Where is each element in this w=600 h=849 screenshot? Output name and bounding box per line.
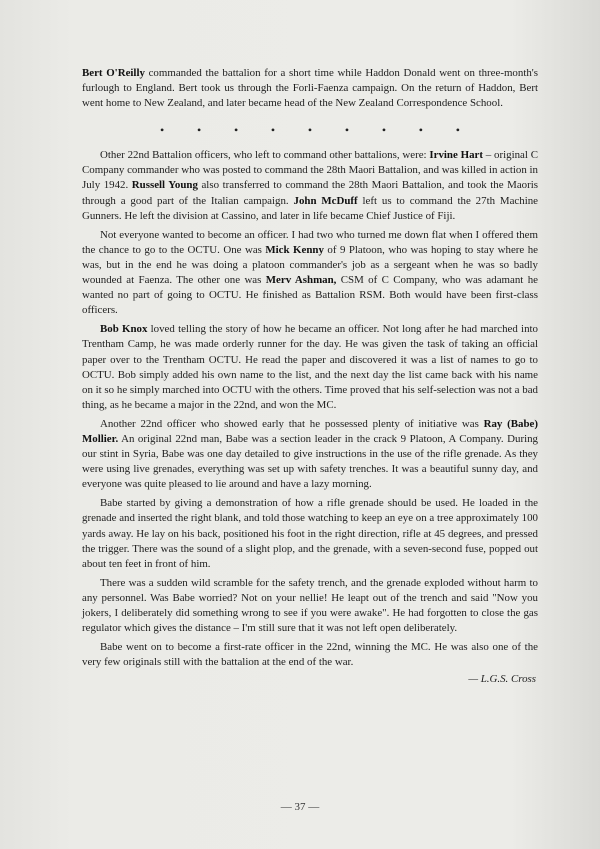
- paragraph-demonstration: Babe started by giving a demonstration of how a rifle grenade should be used. He loaded in the grenade and inserted the right blank, and told those watching to keep an eye on a tree approximately 100 yards away. He lay on his back, positioned his foot in the right direction, rifle at 45 degrees, and pressed the trigger. There was the sound of a slight plop, and the grenade, with a seven-second fuse, popped out about ten feet in front of him.: [82, 497, 538, 570]
- author-signature: — L.G.S. Cross: [468, 673, 536, 686]
- page-number: — 37 —: [280, 801, 320, 813]
- name-john-mcduff: John McDuff: [293, 194, 358, 207]
- section-separator: • • • • • • • • •: [160, 123, 460, 138]
- paragraph-first-rate-officer: Babe went on to become a first-rate officer in the 22nd, winning the MC. He was also one of the very few originals still with the battalion at the end of the war.: [82, 641, 538, 669]
- paragraph-scramble: There was a sudden wild scramble for the safety trench, and the grenade exploded without harm to any personnel. Was Babe worried? Not on your nellie! He leapt out of the trench and said "Now you jokers, I deliberately did something wrong to see if you were awake". He had forgotten to close the gas regulator which gives the distance – I'm still sure that it was not left open deliberately.: [82, 576, 538, 635]
- paragraph-oreilly: Bert O'Reilly commanded the battalion for a short time while Haddon Donald went on three-month's furlough to England. Bert took us through the Forli-Faenza campaign. On the return of Haddon, Bert went home to New Zealand, and later became head of the New Zealand Correspondence School.: [82, 67, 538, 110]
- paragraph-babe-mollier: Another 22nd officer who showed early that he possessed plenty of initiative was Ray (Babe) Mollier. An original 22nd man, Babe was a section leader in the crack 9 Platoon, A Company. During our stint in Syria, Babe was one day detailed to give instructions in the use of the rifle grenade. As they were using live grenades, everything was set up with safety trenches. It was a beautiful sunny day, and everyone was quite pleased to lie around and have a lazy morning.: [82, 417, 538, 491]
- name-russell-young: Russell Young: [131, 179, 198, 192]
- name-bob-knox: Bob Knox: [100, 323, 148, 336]
- paragraph-bob-knox: Bob Knox loved telling the story of how he became an officer. Not long after he had marched into Trentham Camp, he was made orderly runner for the day. He was given the task of taking an official paper over to the Trentham OCTU. He read the paper and discovered it was a list of names to go to OCTU. Bob simply added his own name to the list, and the next day the list came back with his name on it so he simply marched into OCTU with the others. Time proved that his self-selection was not a bad thing, as he became a major in the 22nd, and won the MC.: [82, 323, 538, 411]
- name-ray-mollier: Ray (Babe) Mollier.: [82, 417, 538, 445]
- paragraph-not-everyone: Not everyone wanted to become an officer. I had two who turned me down flat when I offered them the chance to go to the OCTU. One was Mick Kenny of 9 Platoon, who was hoping to stay where he was, but in the end he was doing a platoon commander's job as a sergeant when he was so badly wounded at Faenza. The other one was Merv Ashman, CSM of C Company, who was adamant he wanted no part of going to OCTU. He finished as Battalion RSM. Both would have been first-class officers.: [82, 228, 539, 317]
- name-irvine-hart: Irvine Hart: [429, 149, 483, 162]
- page-body: [82, 66, 538, 687]
- name-mick-kenny: Mick Kenny: [265, 243, 324, 256]
- name-bert-oreilly: Bert O'Reilly: [82, 67, 145, 79]
- paragraph-other-officers: Other 22nd Battalion officers, who left to command other battalions, were: Irvine Hart – original C Company commander who was posted to command the 28th Maori Battalion, and was killed in action in July 1942. Russell Young also transferred to command the 28th Maori Battalion, and took the Maoris through a good part of the Italian campaign. John McDuff left us to command the 27th Machine Gunners. He left the division at Cassino, and later in life became Chief Justice of Fiji.: [82, 149, 538, 222]
- name-merv-ashman: Merv Ashman,: [265, 274, 337, 287]
